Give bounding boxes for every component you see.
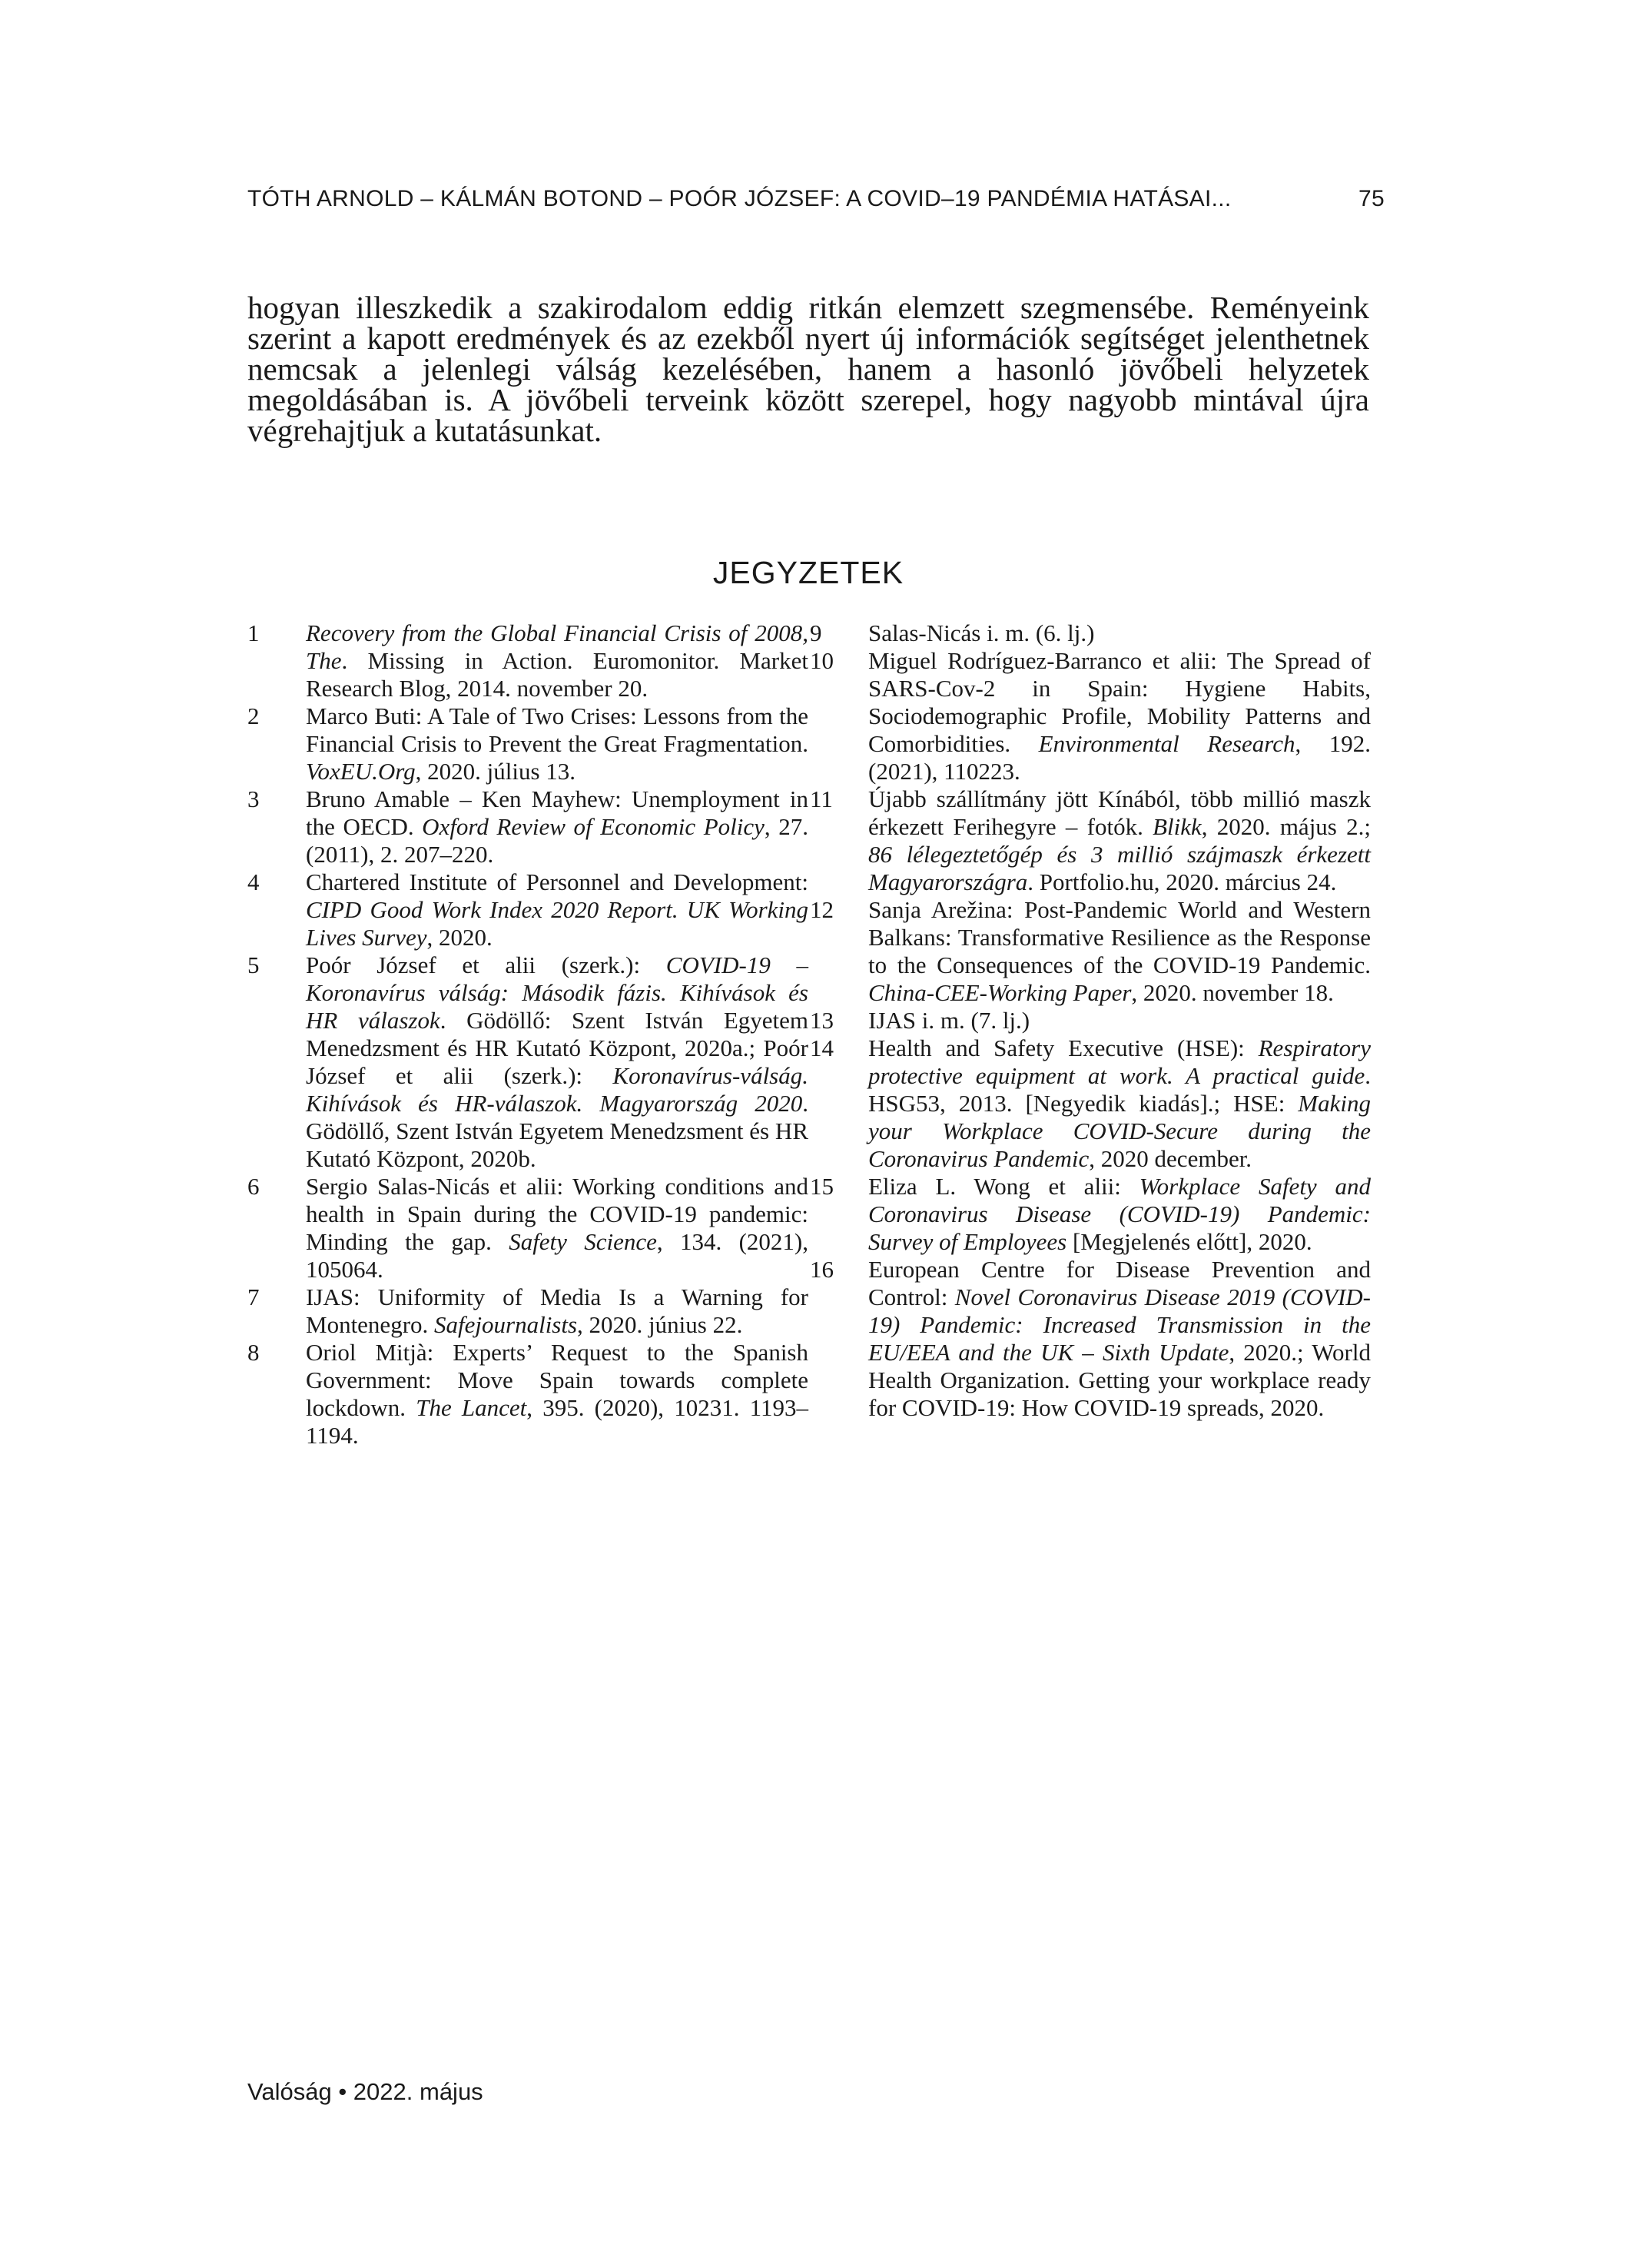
endnote-text: Sanja Arežina: Post-Pandemic World and Western Balkans: Transformative Resilience as the Response to the Consequences of the COVID-19 Pandemic. — [868, 896, 1371, 978]
endnote-title-italic: Blikk — [1153, 813, 1202, 840]
endnote-number: 7 — [247, 1283, 260, 1310]
endnote-title-italic: 86 lélegeztetőgép és 3 millió szájmaszk érkezett Magyarországra — [868, 841, 1371, 895]
endnote-text: Újabb szállítmány jött Kínából, több millió maszk érkezett Ferihegyre – fotók. — [868, 785, 1371, 840]
endnote-title-italic: Oxford Review of Economic Policy — [422, 813, 765, 840]
endnote-text: , 27. (2011), 2. 207–220. — [306, 813, 808, 868]
endnote-title-italic: Making your Workplace COVID-Secure during the Coronavirus Pandemic — [868, 1090, 1371, 1172]
endnote-title-italic: CIPD Good Work Index 2020 Report. UK Working Lives Survey — [306, 896, 808, 951]
endnote-number: 16 — [810, 1256, 834, 1283]
endnote-text: . Gödöllő, Szent István Egyetem Menedzsment és HR Kutató Központ, 2020b. — [306, 1090, 808, 1172]
endnote-text: . Missing in Action. Euromonitor. Market Research Blog, 2014. november 20. — [306, 647, 808, 702]
endnote-text: . Portfolio.hu, 2020. március 24. — [1027, 868, 1337, 895]
endnote-number: 6 — [247, 1173, 260, 1200]
endnote-number: 4 — [247, 868, 260, 895]
endnote-text: Salas-Nicás i. m. (6. lj.) — [868, 619, 1095, 646]
running-title: TÓTH ARNOLD – KÁLMÁN BOTOND – POÓR JÓZSEF: A COVID–19 PANDÉMIA HATÁSAI... — [247, 186, 1232, 211]
endnote-text: European Centre for Disease Prevention and Control: — [868, 1256, 1371, 1310]
endnote-title-italic: COVID-19 – Koronavírus válság: Második fázis. Kihívások és HR válaszok — [306, 951, 808, 1034]
endnote-title-italic: Recovery from the Global Financial Crisis of 2008, The — [306, 619, 808, 674]
endnote-15 — [810, 1173, 1371, 1256]
endnote-10 — [810, 647, 1371, 785]
endnote-text: . HSG53, 2013. [Negyedik kiadás].; HSE: — [868, 1062, 1371, 1117]
endnote-number: 10 — [810, 647, 834, 674]
endnote-title-italic: Environmental Research — [1038, 730, 1295, 757]
endnote-14 — [810, 1034, 1371, 1173]
endnote-title-italic: Novel Coronavirus Disease 2019 (COVID-19) Pandemic: Increased Transmission in the EU/EEA and the UK – Sixth Update — [868, 1283, 1371, 1366]
endnote-text: Miguel Rodríguez-Barranco et alii: The Spread of SARS-Cov-2 in Spain: Hygiene Habits, Sociodemographic Profile, Mobility Patterns and Comorbidities. — [868, 647, 1371, 757]
endnote-text: IJAS: Uniformity of Media Is a Warning for Montenegro. — [306, 1283, 808, 1338]
endnote-11 — [810, 785, 1371, 896]
endnote-8 — [247, 1339, 808, 1449]
endnote-number: 14 — [810, 1034, 834, 1061]
page-footer: Valóság • 2022. május — [247, 2078, 483, 2105]
endnote-13 — [810, 1007, 1371, 1034]
endnote-title-italic: Safejournalists — [434, 1311, 578, 1338]
endnote-title-italic: VoxEU.Org — [306, 758, 416, 785]
endnote-number: 13 — [810, 1007, 834, 1034]
endnote-text: , 2020. november 18. — [1131, 979, 1334, 1006]
endnote-number: 11 — [810, 785, 833, 812]
endnote-number: 1 — [247, 619, 260, 646]
endnote-number: 2 — [247, 702, 260, 729]
endnote-text: , 395. (2020), 10231. 1193–1194. — [306, 1394, 809, 1449]
endnote-number: 5 — [247, 951, 260, 978]
endnote-number: 9 — [810, 619, 822, 646]
endnote-title-italic: Respiratory protective equipment at work. A practical guide — [868, 1034, 1371, 1089]
endnote-text: , 2020. május 2.; — [1201, 813, 1371, 840]
endnote-text: Marco Buti: A Tale of Two Crises: Lessons from the Financial Crisis to Prevent the Great Fragmentation. — [306, 702, 808, 757]
endnote-9 — [810, 619, 1371, 647]
endnote-16 — [810, 1256, 1371, 1422]
endnote-3 — [247, 785, 808, 868]
endnote-text: Oriol Mitjà: Experts’ Request to the Spanish Government: Move Spain towards complete lockdown. — [306, 1339, 808, 1421]
endnote-text: Bruno Amable – Ken Mayhew: Unemployment in the OECD. — [306, 785, 808, 840]
endnote-text: , 2020 december. — [1089, 1145, 1252, 1172]
endnote-6 — [247, 1173, 808, 1283]
endnote-text: , 192. (2021), 110223. — [868, 730, 1372, 785]
endnote-title-italic: Koronavírus-válság. Kihívások és HR-válaszok. Magyarország 2020 — [306, 1062, 808, 1117]
body-paragraph: hogyan illeszkedik a szakirodalom eddig ritkán elemzett szegmensébe. Reményeink szerint a kapott eredmények és az ezekből nyert új információk segítséget jelenthetnek nemcsak a jelenlegi válság kezelésében, hanem a hasonló jövőbeli helyzetek megoldásában is. A jövőbeli terveink között szerepel, hogy nagyobb mintával újra végrehajtjuk a kutatásunkat. — [247, 290, 1369, 448]
endnote-text: , 2020.; World Health Organization. Getting your workplace ready for COVID-19: How COVID-19 spreads, 2020. — [868, 1339, 1371, 1421]
endnote-number: 15 — [810, 1173, 834, 1200]
endnote-text: . Gödöllő: Szent István Egyetem Menedzsment és HR Kutató Központ, 2020a.; Poór József et alii (szerk.): — [306, 1007, 808, 1089]
endnote-title-italic: Safety Science — [509, 1228, 657, 1255]
endnote-text: IJAS i. m. (7. lj.) — [868, 1007, 1030, 1034]
endnote-text: Health and Safety Executive (HSE): — [868, 1034, 1259, 1061]
endnote-number: 12 — [810, 896, 834, 923]
endnote-text: , 2020. június 22. — [577, 1311, 743, 1338]
endnote-title-italic: The Lancet — [416, 1394, 527, 1421]
endnote-text: Eliza L. Wong et alii: — [868, 1173, 1139, 1200]
endnote-5 — [247, 951, 808, 1173]
notes-column-right — [810, 619, 1371, 1422]
endnote-number: 8 — [247, 1339, 260, 1366]
endnote-12 — [810, 896, 1371, 1007]
endnote-text: , 2020. július 13. — [415, 758, 576, 785]
endnote-title-italic: Workplace Safety and Coronavirus Disease (COVID-19) Pandemic: Survey of Employees — [868, 1173, 1371, 1255]
endnote-text: Sergio Salas-Nicás et alii: Working conditions and health in Spain during the COVID-19 pandemic: Minding the gap. — [306, 1173, 808, 1255]
endnote-text: , 134. (2021), 105064. — [306, 1228, 808, 1283]
endnote-4 — [247, 868, 808, 951]
endnote-7 — [247, 1283, 808, 1339]
body-text — [247, 292, 1369, 446]
page-number: 75 — [1358, 186, 1385, 211]
endnote-number: 3 — [247, 785, 260, 812]
endnote-1 — [247, 619, 808, 702]
notes-column-left — [247, 619, 808, 1449]
endnote-text: , 2020. — [426, 924, 493, 951]
endnote-text: Poór József et alii (szerk.): — [306, 951, 666, 978]
endnote-title-italic: China-CEE-Working Paper — [868, 979, 1132, 1006]
notes-heading: JEGYZETEK — [712, 555, 904, 590]
endnote-text: Chartered Institute of Personnel and Development: — [306, 868, 808, 895]
endnote-2 — [247, 702, 808, 785]
endnote-text: [Megjelenés előtt], 2020. — [1066, 1228, 1312, 1255]
